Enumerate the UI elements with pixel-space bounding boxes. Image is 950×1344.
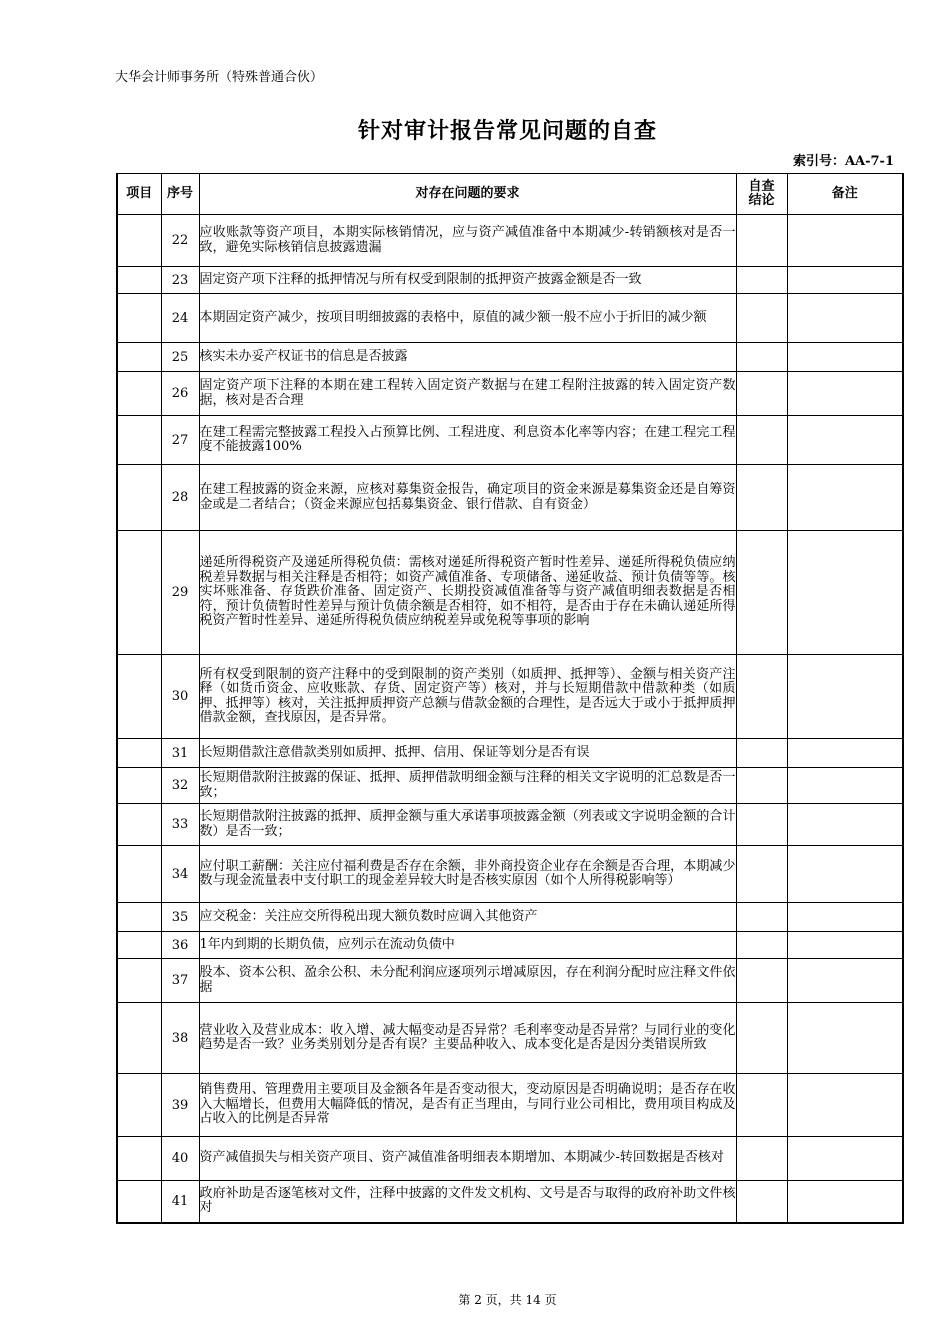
check-result-cell[interactable]	[736, 1137, 787, 1181]
remark-cell[interactable]	[787, 932, 903, 959]
requirement-cell: 本期固定资产减少，按项目明细披露的表格中，原值的减少额一般不应小于折旧的减少额	[199, 294, 736, 343]
seq-cell: 37	[161, 959, 199, 1003]
seq-cell: 31	[161, 739, 199, 768]
table-row	[117, 343, 903, 372]
check-result-cell[interactable]	[736, 739, 787, 768]
project-cell	[117, 416, 161, 465]
table-row	[117, 1181, 903, 1223]
check-result-cell[interactable]	[736, 294, 787, 343]
table-row	[117, 739, 903, 768]
table-row	[117, 768, 903, 804]
check-result-cell[interactable]	[736, 959, 787, 1003]
remark-cell[interactable]	[787, 1074, 903, 1137]
check-result-cell[interactable]	[736, 343, 787, 372]
check-result-cell[interactable]	[736, 846, 787, 903]
check-result-cell[interactable]	[736, 1003, 787, 1074]
project-cell	[117, 531, 161, 655]
project-cell	[117, 1137, 161, 1181]
requirement-cell: 在建工程披露的资金来源，应核对募集资金报告，确定项目的资金来源是募集资金还是自筹资金或是二者结合；（资金来源应包括募集资金、银行借款、自有资金）	[199, 465, 736, 531]
table-row	[117, 267, 903, 294]
seq-cell: 22	[161, 215, 199, 267]
seq-cell: 39	[161, 1074, 199, 1137]
requirement-cell: 固定资产项下注释的抵押情况与所有权受到限制的抵押资产披露金额是否一致	[199, 267, 736, 294]
requirement-cell: 长短期借款注意借款类别如质押、抵押、信用、保证等划分是否有误	[199, 739, 736, 768]
seq-cell: 36	[161, 932, 199, 959]
seq-cell: 23	[161, 267, 199, 294]
requirement-cell: 应收账款等资产项目，本期实际核销情况，应与资产减值准备中本期减少-转销额核对是否一致，避免实际核销信息披露遗漏	[199, 215, 736, 267]
check-result-cell[interactable]	[736, 416, 787, 465]
requirement-cell: 递延所得税资产及递延所得税负债：需核对递延所得税资产暂时性差异、递延所得税负债应纳税差异数据与相关注释是否相符；如资产减值准备、专项储备、递延收益、预计负债等等。核实坏账准备、存货跌价准备、固定资产、长期投资减值准备等与资产减值明细表数据是否相符，预计负债暂时性差异与预计负债余额是否相符，如不相符，是否由于存在未确认递延所得税资产暂时性差异、递延所得税负债应纳税差异或免税等事项的影响	[199, 531, 736, 655]
seq-cell: 24	[161, 294, 199, 343]
check-result-cell[interactable]	[736, 655, 787, 739]
remark-cell[interactable]	[787, 465, 903, 531]
check-result-cell[interactable]	[736, 768, 787, 804]
check-result-cell[interactable]	[736, 1074, 787, 1137]
check-result-cell[interactable]	[736, 932, 787, 959]
requirement-cell: 核实未办妥产权证书的信息是否披露	[199, 343, 736, 372]
requirement-cell: 固定资产项下注释的本期在建工程转入固定资产数据与在建工程附注披露的转入固定资产数据，核对是否合理	[199, 372, 736, 416]
check-result-cell[interactable]	[736, 465, 787, 531]
remark-cell[interactable]	[787, 531, 903, 655]
firm-name: 大华会计师事务所（特殊普通合伙）	[115, 70, 324, 85]
check-result-cell[interactable]	[736, 903, 787, 932]
requirement-cell: 长短期借款附注披露的保证、抵押、质押借款明细金额与注释的相关文字说明的汇总数是否一致；	[199, 768, 736, 804]
check-result-cell[interactable]	[736, 215, 787, 267]
remark-cell[interactable]	[787, 343, 903, 372]
header-project: 项目	[117, 174, 161, 215]
requirement-cell: 销售费用、管理费用主要项目及金额各年是否变动很大，变动原因是否明确说明；是否存在收入大幅增长，但费用大幅降低的情况，是否有正当理由，与同行业公司相比，费用项目构成及占收入的比例是否异常	[199, 1074, 736, 1137]
seq-cell: 34	[161, 846, 199, 903]
seq-cell: 29	[161, 531, 199, 655]
project-cell	[117, 1003, 161, 1074]
remark-cell[interactable]	[787, 846, 903, 903]
header-check-result	[736, 174, 787, 215]
table-row	[117, 1137, 903, 1181]
header-remark: 备注	[787, 174, 903, 215]
requirement-cell: 应交税金：关注应交所得税出现大额负数时应调入其他资产	[199, 903, 736, 932]
table-row	[117, 372, 903, 416]
remark-cell[interactable]	[787, 1181, 903, 1223]
header-check-line1: 自查	[748, 179, 775, 194]
check-result-cell[interactable]	[736, 372, 787, 416]
project-cell	[117, 655, 161, 739]
remark-cell[interactable]	[787, 416, 903, 465]
table-row	[117, 932, 903, 959]
table-row	[117, 1074, 903, 1137]
check-result-cell[interactable]	[736, 804, 787, 846]
project-cell	[117, 372, 161, 416]
table-row	[117, 1003, 903, 1074]
project-cell	[117, 343, 161, 372]
seq-cell: 35	[161, 903, 199, 932]
project-cell	[117, 932, 161, 959]
requirement-cell: 在建工程需完整披露工程投入占预算比例、工程进度、利息资本化率等内容；在建工程完工程度不能披露100%	[199, 416, 736, 465]
check-result-cell[interactable]	[736, 267, 787, 294]
index-reference: 索引号：AA-7-1	[792, 154, 894, 169]
remark-cell[interactable]	[787, 267, 903, 294]
remark-cell[interactable]	[787, 294, 903, 343]
page-footer: 第 2 页，共 14 页	[458, 1293, 557, 1307]
table-row	[117, 465, 903, 531]
table-row	[117, 294, 903, 343]
seq-cell: 41	[161, 1181, 199, 1223]
project-cell	[117, 768, 161, 804]
remark-cell[interactable]	[787, 739, 903, 768]
table-row	[117, 846, 903, 903]
remark-cell[interactable]	[787, 655, 903, 739]
table-row	[117, 655, 903, 739]
project-cell	[117, 846, 161, 903]
remark-cell[interactable]	[787, 215, 903, 267]
remark-cell[interactable]	[787, 1003, 903, 1074]
seq-cell: 28	[161, 465, 199, 531]
requirement-cell: 所有权受到限制的资产注释中的受到限制的资产类别（如质押、抵押等）、金额与相关资产注释（如货币资金、应收账款、存货、固定资产等）核对，并与长短期借款中借款种类（如质押、抵押等）核对，关注抵押质押资产总额与借款金额的合理性，是否远大于或小于抵押质押借款金额，查找原因，是否异常。	[199, 655, 736, 739]
seq-cell: 40	[161, 1137, 199, 1181]
checklist-table	[116, 173, 904, 1224]
seq-cell: 32	[161, 768, 199, 804]
project-cell	[117, 465, 161, 531]
table-row	[117, 959, 903, 1003]
remark-cell[interactable]	[787, 959, 903, 1003]
seq-cell: 27	[161, 416, 199, 465]
project-cell	[117, 804, 161, 846]
check-result-cell[interactable]	[736, 1181, 787, 1223]
requirement-cell: 1年内到期的长期负债，应列示在流动负债中	[199, 932, 736, 959]
table-row	[117, 804, 903, 846]
project-cell	[117, 267, 161, 294]
requirement-cell: 资产减值损失与相关资产项目、资产减值准备明细表本期增加、本期减少-转回数据是否核对	[199, 1137, 736, 1181]
seq-cell: 25	[161, 343, 199, 372]
requirement-cell: 应付职工薪酬：关注应付福利费是否存在余额，非外商投资企业存在余额是否合理，本期减少数与现金流量表中支付职工的现金差异较大时是否核实原因（如个人所得税影响等）	[199, 846, 736, 903]
seq-cell: 30	[161, 655, 199, 739]
table-row	[117, 903, 903, 932]
project-cell	[117, 959, 161, 1003]
requirement-cell: 股本、资本公积、盈余公积、未分配利润应逐项列示增减原因，存在利润分配时应注释文件依据	[199, 959, 736, 1003]
remark-cell[interactable]	[787, 1137, 903, 1181]
remark-cell[interactable]	[787, 372, 903, 416]
check-result-cell[interactable]	[736, 531, 787, 655]
remark-cell[interactable]	[787, 768, 903, 804]
header-seq: 序号	[161, 174, 199, 215]
project-cell	[117, 903, 161, 932]
table-row	[117, 215, 903, 267]
page-title: 针对审计报告常见问题的自查	[357, 118, 657, 144]
project-cell	[117, 1181, 161, 1223]
header-check-line2: 结论	[748, 193, 775, 208]
table-row	[117, 531, 903, 655]
remark-cell[interactable]	[787, 903, 903, 932]
table-row	[117, 416, 903, 465]
seq-cell: 33	[161, 804, 199, 846]
remark-cell[interactable]	[787, 804, 903, 846]
requirement-cell: 营业收入及营业成本：收入增、减大幅变动是否异常？毛利率变动是否异常？与同行业的变化趋势是否一致？业务类别划分是否有误？主要品种收入、成本变化是否是因分类错误所致	[199, 1003, 736, 1074]
project-cell	[117, 294, 161, 343]
project-cell	[117, 739, 161, 768]
project-cell	[117, 215, 161, 267]
seq-cell: 38	[161, 1003, 199, 1074]
seq-cell: 26	[161, 372, 199, 416]
requirement-cell: 长短期借款附注披露的抵押、质押金额与重大承诺事项披露金额（列表或文字说明金额的合计数）是否一致；	[199, 804, 736, 846]
project-cell	[117, 1074, 161, 1137]
requirement-cell: 政府补助是否逐笔核对文件，注释中披露的文件发文机构、文号是否与取得的政府补助文件核对	[199, 1181, 736, 1223]
header-requirement: 对存在问题的要求	[199, 174, 736, 215]
table-header-row	[117, 174, 903, 215]
